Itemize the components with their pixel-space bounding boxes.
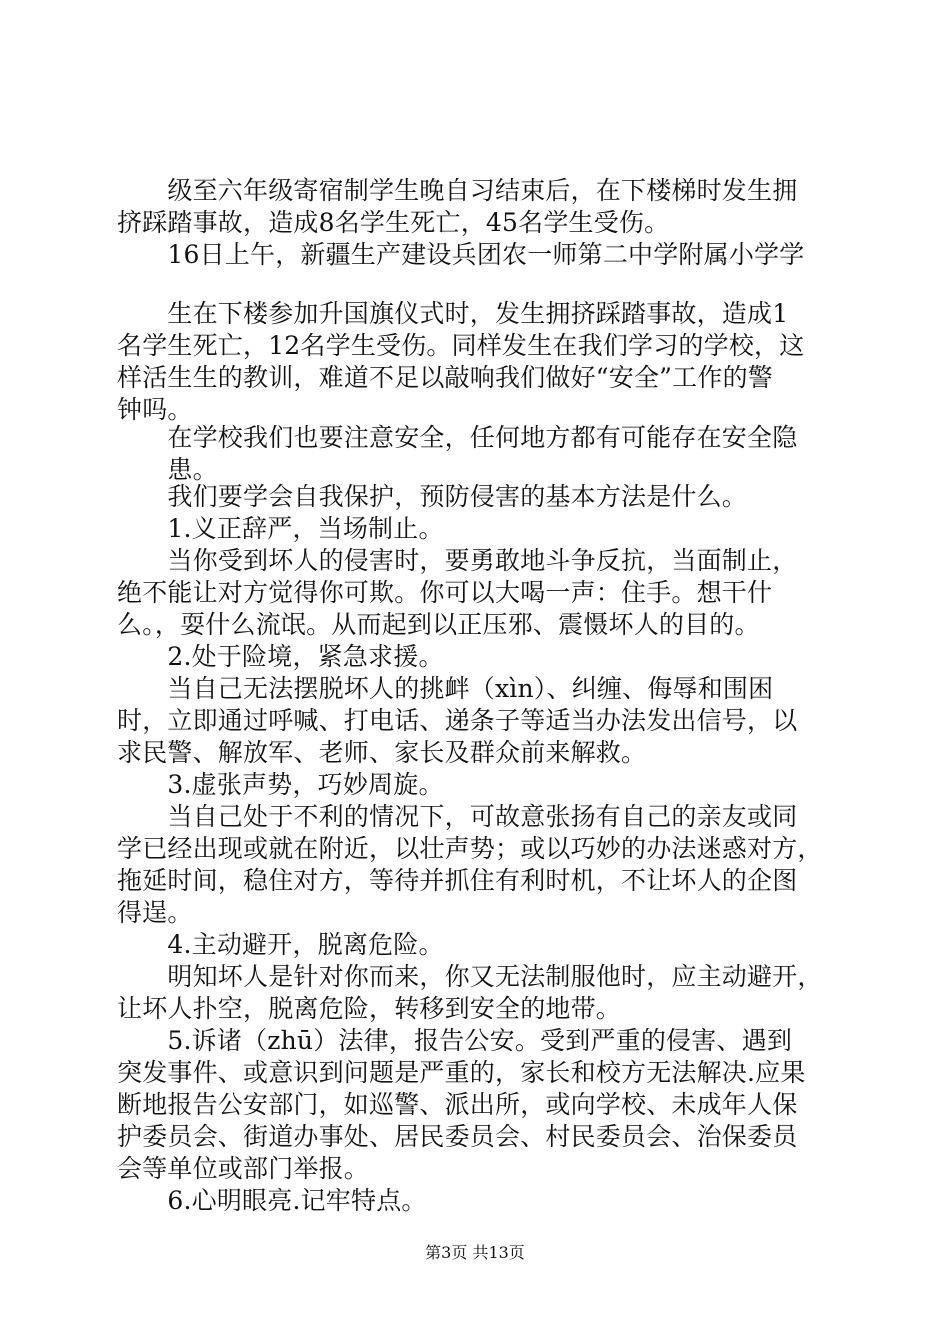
- text-line: 3.虚张声势，巧妙周旋。: [117, 770, 444, 799]
- text-line: 样活生生的教训，难道不足以敲响我们做好“安全”工作的警: [117, 363, 773, 392]
- text-line: 突发事件、或意识到问题是严重的，家长和校方无法解决.应果: [117, 1058, 806, 1087]
- text-line: 级至六年级寄宿制学生晚自习结束后，在下楼梯时发生拥: [117, 176, 798, 205]
- text-line: 1.义正辞严，当场制止。: [117, 514, 444, 543]
- text-line: 6.心明眼亮.记牢特点。: [117, 1186, 427, 1215]
- text-line: 让坏人扑空，脱离危险，转移到安全的地带。: [117, 994, 622, 1023]
- text-line: 护委员会、街道办事处、居民委员会、村民委员会、治保委员: [117, 1122, 798, 1151]
- text-line: 时，立即通过呼喊、打电话、递条子等适当办法发出信号，以: [117, 706, 798, 735]
- text-line: 4.主动避开，脱离危险。: [117, 930, 444, 959]
- text-line: 明知坏人是针对你而来，你又无法制服他时，应主动避开，: [117, 962, 823, 991]
- text-line: 会等单位或部门举报。: [117, 1154, 370, 1183]
- text-line: 患。: [117, 455, 218, 484]
- text-line: 挤踩踏事故，造成8名学生死亡，45名学生受伤。: [117, 208, 670, 237]
- text-line: 在学校我们也要注意安全，任何地方都有可能存在安全隐: [117, 423, 798, 452]
- text-line: 学已经出现或就在附近，以壮声势；或以巧妙的办法迷惑对方，: [117, 834, 823, 863]
- text-line: 钟吗。: [117, 395, 193, 424]
- text-line: 2.处于险境，紧急求援。: [117, 642, 444, 671]
- text-line: 断地报告公安部门，如巡警、派出所，或向学校、未成年人保: [117, 1090, 798, 1119]
- text-line: 名学生死亡，12名学生受伤。同样发生在我们学习的学校，这: [117, 331, 805, 360]
- page-footer: [0, 1243, 950, 1263]
- text-line: 拖延时间，稳住对方，等待并抓住有利时机，不让坏人的企图: [117, 866, 798, 895]
- text-line: 得逞。: [117, 898, 193, 927]
- page-number-label: 第3页 共13页: [425, 1243, 525, 1262]
- text-line: 当自己处于不利的情况下，可故意张扬有自己的亲友或同: [117, 802, 798, 831]
- text-line: 绝不能让对方觉得你可欺。你可以大喝一声：住手。想干什: [117, 578, 773, 607]
- text-line: 当你受到坏人的侵害时，要勇敢地斗争反抗，当面制止，: [117, 546, 798, 575]
- text-line: 么。，耍什么流氓。从而起到以正压邪、震慑坏人的目的。: [117, 610, 760, 639]
- text-line: 16日上午，新疆生产建设兵团农一师第二中学附属小学学: [117, 240, 805, 269]
- text-line: 当自己无法摆脱坏人的挑衅（xìn）、纠缠、侮辱和围困: [117, 674, 774, 703]
- text-line: 5.诉诸（zhū）法律，报告公安。受到严重的侵害、遇到: [117, 1026, 793, 1055]
- text-line: 我们要学会自我保护，预防侵害的基本方法是什么。: [117, 482, 748, 511]
- text-line: 求民警、解放军、老师、家长及群众前来解救。: [117, 738, 647, 767]
- text-line: 生在下楼参加升国旗仪式时，发生拥挤踩踏事故，造成1: [117, 299, 789, 328]
